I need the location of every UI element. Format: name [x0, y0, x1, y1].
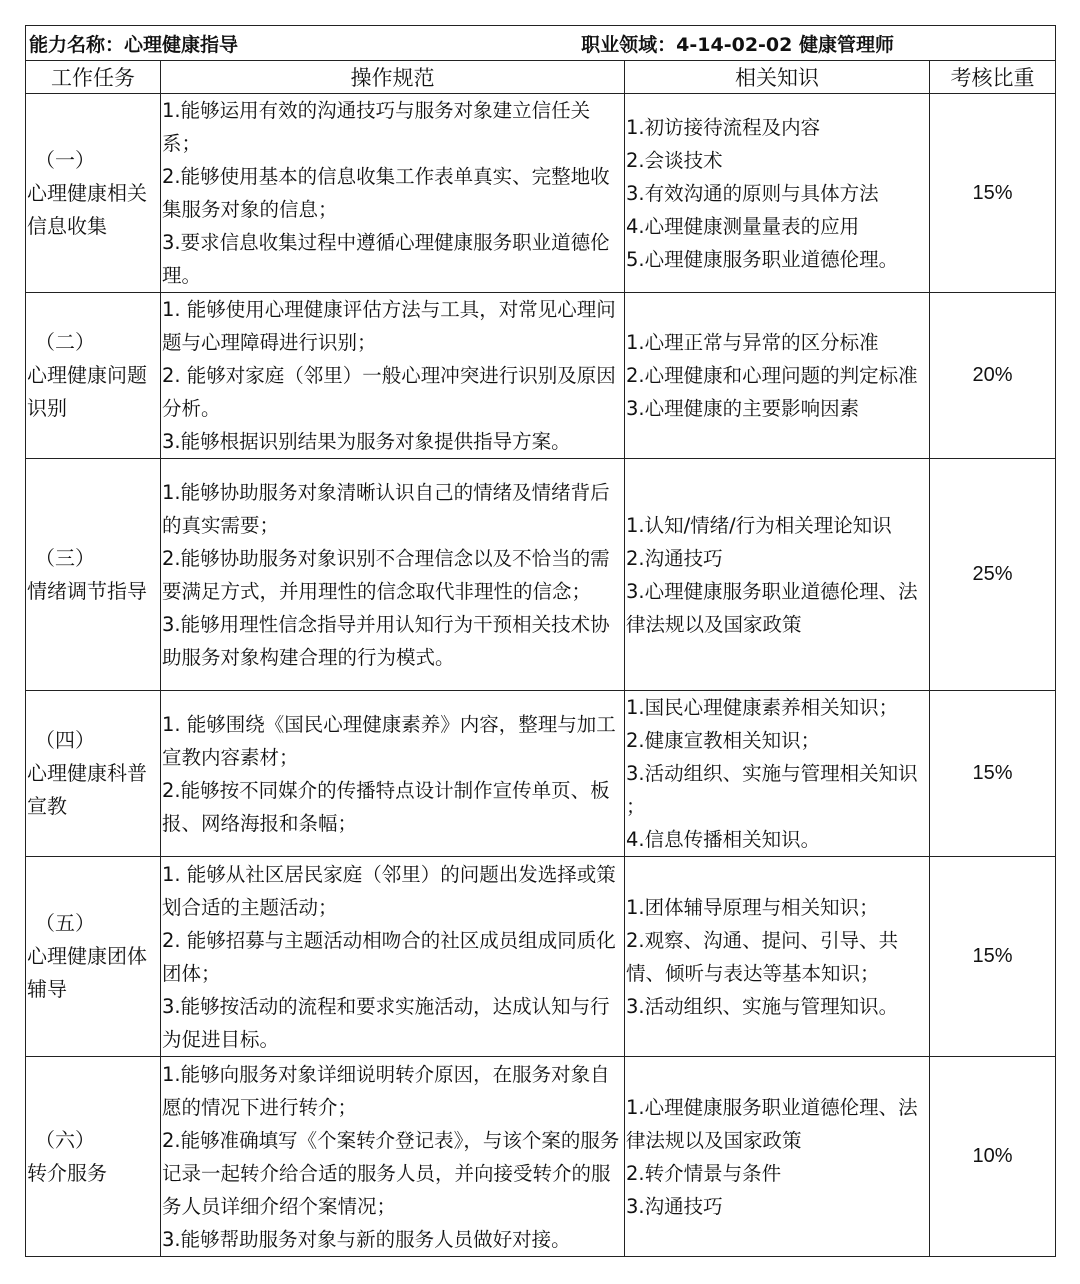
- knowledge-cell: [625, 1057, 930, 1257]
- spec-item: 2. 能够对家庭（邻里）一般心理冲突进行识别及原因分析。: [162, 364, 616, 420]
- knowledge-cell: [625, 691, 930, 857]
- spec-item: 2.能够准确填写《个案转介登记表》，与该个案的服务记录一起转介给合适的服务人员，并向接受转介的服务人员详细介绍个案情况；: [162, 1128, 620, 1218]
- task-number: （三）: [35, 545, 95, 570]
- table-row: [26, 1057, 1056, 1257]
- knowledge-item: 1.认知/情绪/行为相关理论知识: [626, 513, 892, 537]
- knowledge-item: 3.活动组织、实施与管理相关知识 ；: [626, 762, 918, 818]
- ratio-cell: 15%: [930, 691, 1056, 857]
- knowledge-item: 1.心理正常与异常的区分标准: [626, 331, 879, 354]
- table-row: [26, 857, 1056, 1057]
- task-cell: [26, 691, 161, 857]
- knowledge-item: 4.信息传播相关知识。: [626, 828, 821, 851]
- task-cell: [26, 857, 161, 1057]
- occupation-field: 职业领域：4-14-02-02 健康管理师: [581, 33, 894, 56]
- table-row: [26, 459, 1056, 691]
- spec-item: 3.要求信息收集过程中遵循心理健康服务职业道德伦理。: [162, 231, 610, 287]
- table-row: [26, 691, 1056, 857]
- knowledge-item: 1.团体辅导原理与相关知识；: [626, 895, 879, 919]
- col-header-task: 工作任务: [26, 61, 161, 94]
- ratio-cell: 10%: [930, 1057, 1056, 1257]
- header-row: [26, 61, 1056, 94]
- spec-cell: [161, 857, 625, 1057]
- knowledge-item: 2.健康宣教相关知识；: [626, 729, 821, 752]
- spec-item: 2.能够按不同媒介的传播特点设计制作宣传单页、板报、网络海报和条幅；: [162, 778, 610, 835]
- ability-name: 能力名称：心理健康指导: [29, 33, 239, 56]
- spec-item: 1.能够运用有效的沟通技巧与服务对象建立信任关系；: [162, 99, 591, 155]
- knowledge-item: 1.初访接待流程及内容: [626, 115, 821, 139]
- spec-cell: [161, 691, 625, 857]
- spec-item: 1. 能够使用心理健康评估方法与工具，对常见心理问题与心理障碍进行识别；: [162, 298, 616, 354]
- knowledge-item: 2.转介情景与条件: [626, 1161, 782, 1185]
- knowledge-item: 5.心理健康服务职业道德伦理。: [626, 247, 899, 271]
- knowledge-cell: [625, 857, 930, 1057]
- task-number: （二）: [35, 330, 95, 354]
- spec-cell: [161, 293, 625, 459]
- knowledge-item: 3.沟通技巧: [626, 1194, 723, 1218]
- knowledge-item: 1.国民心理健康素养相关知识；: [626, 696, 899, 719]
- spec-item: 1.能够向服务对象详细说明转介原因，在服务对象自愿的情况下进行转介；: [162, 1062, 610, 1119]
- spec-item: 2. 能够招募与主题活动相吻合的社区成员组成同质化团体；: [162, 928, 616, 985]
- ratio-cell: 15%: [930, 94, 1056, 293]
- spec-cell: [161, 459, 625, 691]
- spec-item: 1.能够协助服务对象清晰认识自己的情绪及情绪背后的真实需要；: [162, 480, 610, 537]
- task-cell: [26, 459, 161, 691]
- spec-item: 2.能够协助服务对象识别不合理信念以及不恰当的需要满足方式，并用理性的信念取代非理性的信念；: [162, 546, 610, 603]
- knowledge-item: 1.心理健康服务职业道德伦理、法律法规以及国家政策: [626, 1095, 918, 1152]
- knowledge-item: 2.心理健康和心理问题的判定标准: [626, 364, 918, 387]
- spec-item: 1. 能够围绕《国民心理健康素养》内容，整理与加工宣教内容素材；: [162, 712, 616, 769]
- knowledge-cell: [625, 293, 930, 459]
- task-number: （五）: [35, 911, 95, 935]
- task-name: 转介服务: [27, 1160, 107, 1185]
- knowledge-item: 3.心理健康服务职业道德伦理、法律法规以及国家政策: [626, 579, 918, 636]
- task-cell: [26, 293, 161, 459]
- spec-item: 3.能够按活动的流程和要求实施活动，达成认知与行为促进目标。: [162, 994, 610, 1051]
- ratio-cell: 15%: [930, 857, 1056, 1057]
- spec-item: 1. 能够从社区居民家庭（邻里）的问题出发选择或策划合适的主题活动；: [162, 862, 616, 919]
- col-header-ratio: 考核比重: [930, 61, 1056, 94]
- task-cell: [26, 1057, 161, 1257]
- task-number: （六）: [35, 1127, 95, 1152]
- spec-item: 2.能够使用基本的信息收集工作表单真实、完整地收集服务对象的信息；: [162, 165, 610, 221]
- spec-cell: [161, 94, 625, 293]
- task-name: 情绪调节指导: [27, 578, 147, 603]
- knowledge-item: 2.观察、沟通、提问、引导、共情、倾听与表达等基本知识；: [626, 928, 899, 985]
- knowledge-item: 3.心理健康的主要影响因素: [626, 397, 860, 420]
- table-row: [26, 293, 1056, 459]
- knowledge-cell: [625, 459, 930, 691]
- competency-table: [25, 25, 1056, 1257]
- knowledge-item: 2.沟通技巧: [626, 546, 723, 570]
- task-cell: [26, 94, 161, 293]
- title-row: [26, 26, 1056, 61]
- spec-item: 3.能够根据识别结果为服务对象提供指导方案。: [162, 430, 571, 453]
- table-row: [26, 94, 1056, 293]
- col-header-spec: 操作规范: [161, 61, 625, 94]
- knowledge-item: 3.有效沟通的原则与具体方法: [626, 181, 879, 205]
- task-number: （一）: [35, 147, 95, 172]
- knowledge-cell: [625, 94, 930, 293]
- task-number: （四）: [35, 728, 95, 752]
- rows-body: [26, 94, 1056, 1257]
- title-cell: [26, 26, 1056, 61]
- task-name: 心理健康问题识别: [27, 363, 147, 420]
- spec-cell: [161, 1057, 625, 1257]
- competency-sheet: [25, 25, 1055, 1257]
- ratio-cell: 20%: [930, 293, 1056, 459]
- task-name: 心理健康相关信息收集: [27, 180, 147, 238]
- knowledge-item: 2.会谈技术: [626, 148, 723, 172]
- spec-item: 3.能够用理性信念指导并用认知行为干预相关技术协助服务对象构建合理的行为模式。: [162, 612, 610, 669]
- spec-item: 3.能够帮助服务对象与新的服务人员做好对接。: [162, 1227, 571, 1251]
- ratio-cell: 25%: [930, 459, 1056, 691]
- col-header-knowledge: 相关知识: [625, 61, 930, 94]
- knowledge-item: 4.心理健康测量量表的应用: [626, 214, 860, 238]
- task-name: 心理健康团体辅导: [27, 944, 147, 1001]
- knowledge-item: 3.活动组织、实施与管理知识。: [626, 994, 899, 1018]
- task-name: 心理健康科普宣教: [27, 761, 147, 818]
